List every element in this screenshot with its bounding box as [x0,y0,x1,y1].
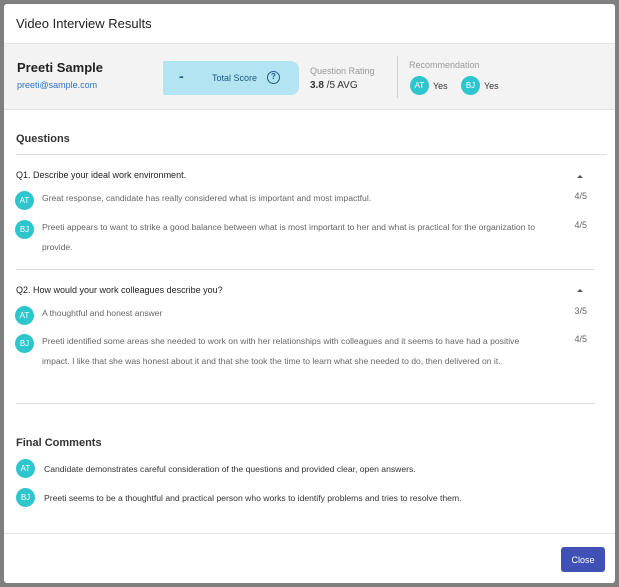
rating-suffix: /5 AVG [323,80,358,91]
avatar: BJ [15,334,34,353]
questions-heading: Questions [16,133,70,145]
avatar: AT [15,191,34,210]
response-score: 4/5 [574,220,587,230]
caret-up-icon[interactable] [577,175,583,178]
response-text: Preeti identified some areas she needed to work on with her relationships with colleagues and it seems to have had a positive impact. I like that she was honest about it and that she took the time to learn what she needed to do, then delivered on it. [42,336,520,366]
close-button[interactable]: Close [561,547,605,572]
question-divider [16,403,595,404]
question-rating-label: Question Rating [310,66,375,76]
question-rating-value [310,80,358,91]
recommendation-at [410,76,448,95]
response-text: Preeti appears to want to strike a good balance between what is most important to her and what is practical for the organization to provide. [42,222,535,252]
modal-footer [4,533,615,583]
avatar: BJ [15,220,34,239]
modal-title: Video Interview Results [16,16,152,31]
final-comment-text: Candidate demonstrates careful consideration of the questions and provided clear, open answers. [44,464,416,474]
question-title: Q1. Describe your ideal work environment. [16,170,187,180]
recommendation-bj [461,76,499,95]
final-comment [16,488,596,508]
final-comment-text: Preeti seems to be a thoughtful and practical person who works to identify problems and tries to resolve them. [44,493,462,503]
response-text: Great response, candidate has really considered what is important and most impactful. [42,193,372,203]
response-item [15,191,595,213]
avatar: BJ [461,76,480,95]
candidate-name: Preeti Sample [17,60,103,75]
candidate-summary [4,44,615,110]
candidate-email-link[interactable]: preeti@sample.com [17,80,98,90]
question-circle-icon[interactable]: ? [267,71,280,84]
final-comment [16,459,596,479]
question-divider [16,269,595,270]
response-score: 4/5 [574,334,587,344]
section-divider [16,154,607,155]
rating-number: 3.8 [310,80,324,91]
avatar: AT [16,459,35,478]
response-item [15,306,595,328]
avatar: AT [15,306,34,325]
final-comments-heading: Final Comments [16,437,102,449]
recommendation-value: Yes [484,80,499,91]
response-score: 3/5 [574,306,587,316]
recommendation-label: Recommendation [409,60,480,70]
recommendation-value: Yes [433,80,448,91]
avatar: AT [410,76,429,95]
interview-results-modal [4,4,615,583]
avatar: BJ [16,488,35,507]
modal-header [4,4,615,44]
response-item [15,220,595,260]
total-score-value: - [179,68,184,84]
response-text: A thoughtful and honest answer [42,308,163,318]
response-item [15,334,595,394]
total-score-box [163,61,299,95]
total-score-label: Total Score [212,73,258,83]
caret-up-icon[interactable] [577,289,583,292]
response-score: 4/5 [574,191,587,201]
question-title: Q2. How would your work colleagues describe you? [16,285,223,295]
divider [397,56,398,98]
